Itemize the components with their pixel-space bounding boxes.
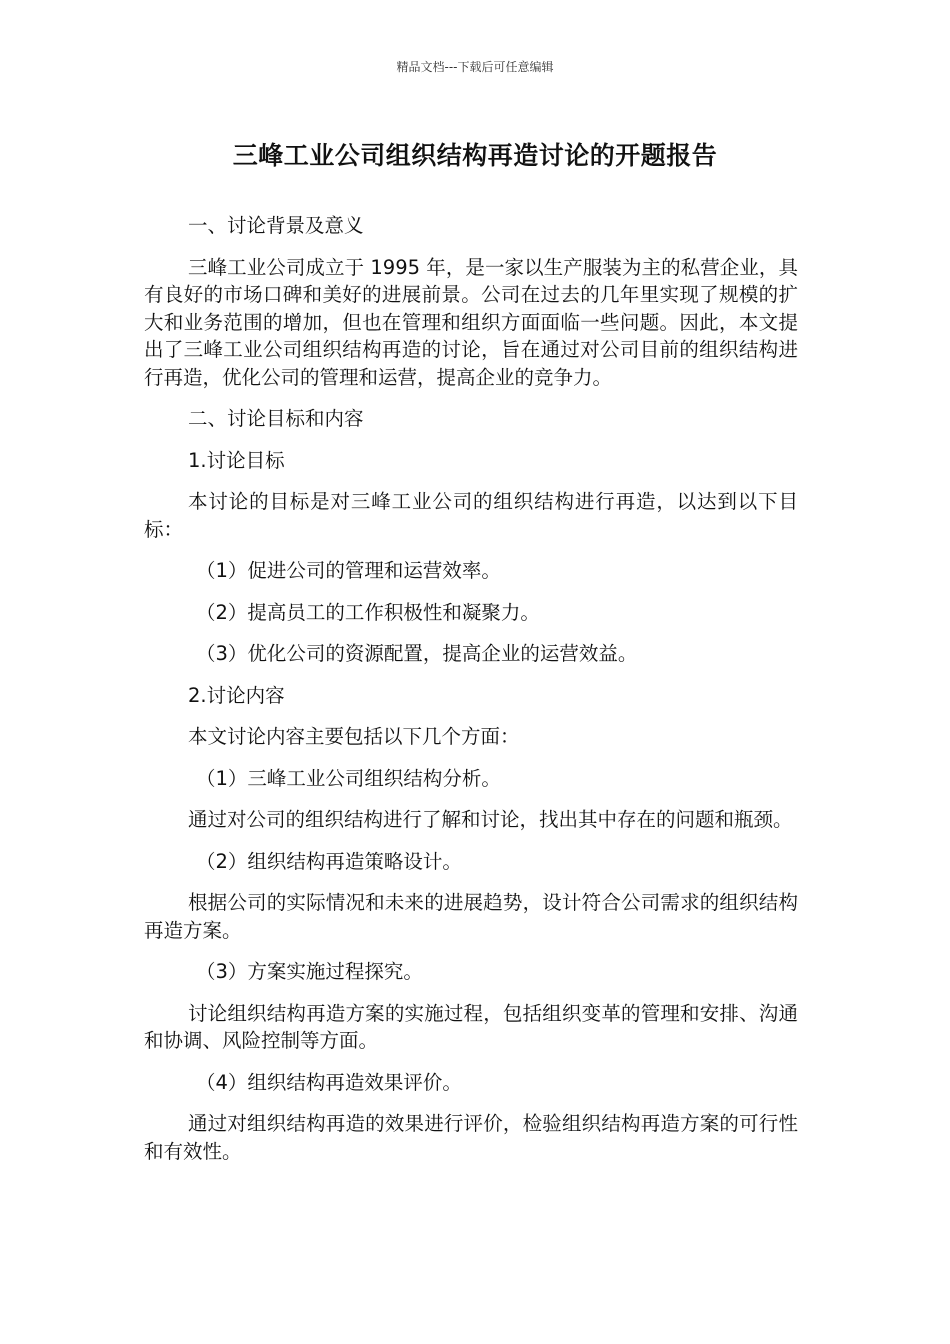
- subheading-content: 2.讨论内容: [188, 683, 285, 707]
- section-heading-background: 一、讨论背景及意义: [188, 214, 364, 237]
- goal-item-3: （3）优化公司的资源配置，提高企业的运营效益。: [196, 642, 638, 665]
- document-title: 三峰工业公司组织结构再造讨论的开题报告: [232, 141, 718, 170]
- content-item-1: （1）三峰工业公司组织结构分析。: [196, 766, 501, 790]
- section-heading-goals-content: 二、讨论目标和内容: [188, 407, 364, 430]
- content-item-3: （3）方案实施过程探究。: [196, 960, 423, 983]
- goal-item-2: （2）提高员工的工作积极性和凝聚力。: [196, 600, 540, 624]
- content-item-4: （4）组织结构再造效果评价。: [196, 1070, 462, 1094]
- goal-item-1: （1）促进公司的管理和运营效率。: [196, 559, 501, 582]
- content-item-1-desc: 通过对公司的组织结构进行了解和讨论，找出其中存在的问题和瓶颈。: [188, 808, 793, 831]
- content-item-3-desc: 讨论组织结构再造方案的实施过程，包括组织变革的管理和安排、沟通和协调、风险控制等方面。: [144, 1001, 798, 1052]
- subheading-goals: 1.讨论目标: [188, 448, 285, 472]
- document-body: [144, 212, 798, 1165]
- content-intro-paragraph: 本文讨论内容主要包括以下几个方面：: [188, 725, 520, 748]
- content-item-2-desc: 根据公司的实际情况和未来的进展趋势，设计符合公司需求的组织结构再造方案。: [144, 891, 798, 942]
- content-item-4-desc: 通过对组织结构再造的效果进行评价，检验组织结构再造方案的可行性和有效性。: [144, 1112, 798, 1163]
- page-header: 精品文档---下载后可任意编辑: [396, 60, 554, 74]
- background-paragraph: 三峰工业公司成立于 1995 年，是一家以生产服装为主的私营企业，具有良好的市场口碑和美好的进展前景。公司在过去的几年里实现了规模的扩大和业务范围的增加，但也在管理和组织方面面临一些问题。因此，本文提出了三峰工业公司组织结构再造的讨论，旨在通过对公司目前的组织结构进行再造，优化公司的管理和运营，提高企业的竞争力。: [144, 255, 798, 389]
- goals-intro-paragraph: 本讨论的目标是对三峰工业公司的组织结构进行再造，以达到以下目标：: [144, 490, 798, 541]
- content-item-2: （2）组织结构再造策略设计。: [196, 849, 462, 873]
